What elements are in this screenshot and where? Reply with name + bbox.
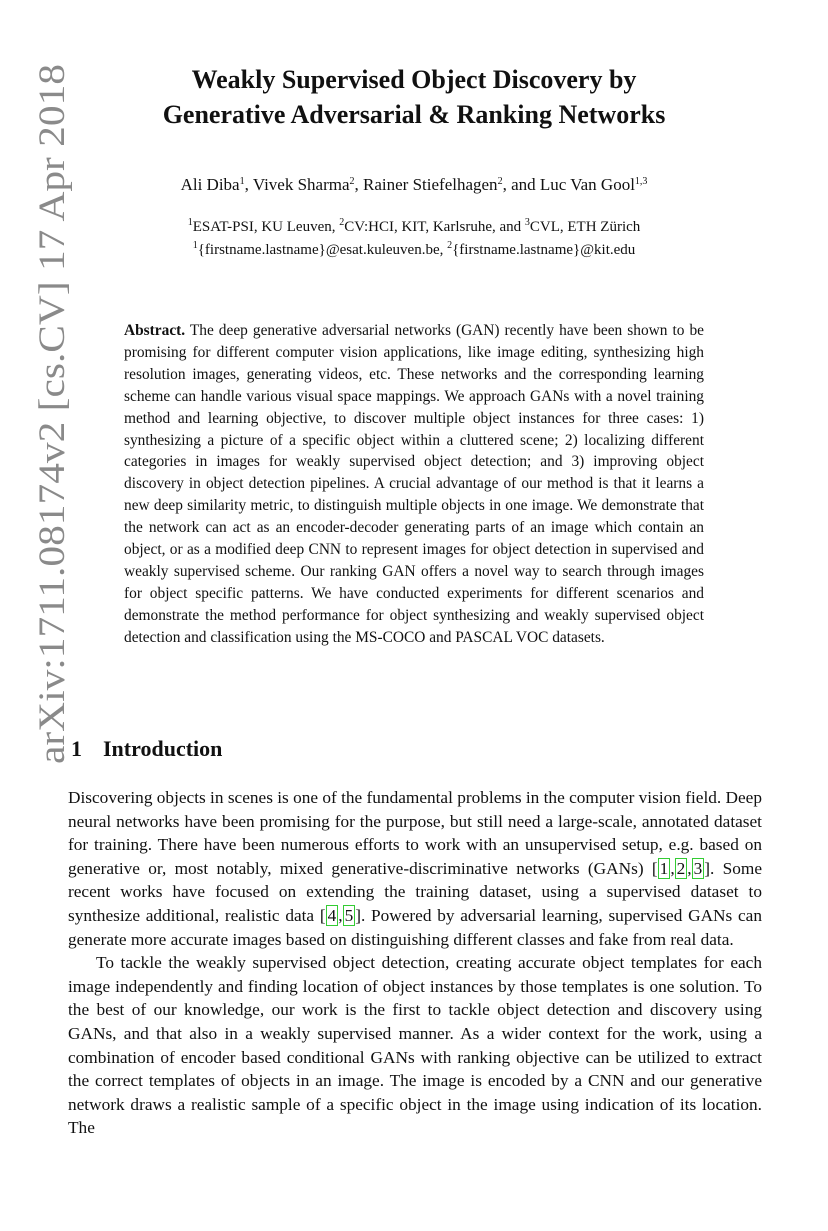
- affil-text: CV:HCI, KIT, Karlsruhe, and: [344, 219, 525, 235]
- email-line: [100, 239, 728, 262]
- affil-marker: 2: [339, 217, 345, 228]
- affiliation-line: [100, 216, 728, 239]
- title-line-1: Weakly Supervised Object Discovery by: [191, 65, 637, 94]
- citation-link[interactable]: 2: [676, 858, 686, 878]
- abstract: [124, 320, 704, 649]
- author-separator: ,: [354, 175, 364, 194]
- abstract-label: Abstract.: [124, 322, 186, 339]
- email-text: {firstname.lastname}@kit.edu: [452, 242, 636, 258]
- author-separator: , and: [502, 175, 540, 194]
- affil-marker: 2: [447, 240, 453, 251]
- author-affil-marker: 1,3: [634, 176, 648, 187]
- section-number: 1: [71, 736, 82, 761]
- section-heading: [71, 735, 222, 763]
- affiliations: [100, 216, 728, 262]
- intro-body: [68, 786, 762, 1140]
- affil-marker: 1: [187, 217, 193, 228]
- author-list: [100, 173, 728, 197]
- author-name: Rainer Stiefelhagen: [363, 175, 498, 194]
- abstract-text: The deep generative adversarial networks (GAN) recently have been shown to be promising for different computer vision applications, like image editing, synthesizing high resolution images, generating videos, etc. These networks and the corresponding learning scheme can handle various visual space mappings. We approach GANs with a novel training method and learning objective, to discover multiple object instances for three cases: 1) synthesizing a picture of a specific object within a cluttered scene; 2) localizing different categories in images for weakly supervised object detection; and 3) improving object discovery in object detection pipelines. A crucial advantage of our method is that it learns a new deep similarity metric, to distinguish multiple objects in one image. We demonstrate that the network can act as an encoder-decoder generating parts of an image which contain an object, or as a modified deep CNN to represent images for object detection in supervised and weakly supervised scheme. Our ranking GAN offers a novel way to search through images for object specific patterns. We have conducted experiments for different scenarios and demonstrate the method performance for object synthesizing and weakly supervised object detection and classification using the MS-COCO and PASCAL VOC datasets.: [124, 322, 704, 646]
- citation-link[interactable]: 1: [659, 858, 669, 878]
- author-affil-marker: 2: [497, 176, 503, 187]
- section-title: Introduction: [103, 736, 223, 761]
- author-separator: ,: [244, 175, 253, 194]
- citation-link[interactable]: 3: [693, 858, 703, 878]
- paragraph-text: ]. Powered by adversarial learning, supervised GANs can generate more accurate images based on distinguishing different classes and fake from real data.: [68, 905, 762, 949]
- citation-link[interactable]: 4: [327, 905, 337, 925]
- affil-marker: 1: [192, 240, 198, 251]
- author-name: Ali Diba: [180, 175, 240, 194]
- title-line-2: Generative Adversarial & Ranking Networks: [162, 100, 666, 129]
- affil-marker: 3: [524, 217, 530, 228]
- paper-title: [100, 62, 728, 132]
- intro-paragraph-1: Discovering objects in scenes is one of the fundamental problems in the computer vision field. Deep neural networks have been promising for the purpose, but still need a large-scale, annotated dataset for training. There have been numerous efforts to work with an unsupervised setup, e.g. based on generative or, most notably, mixed generative-discriminative networks (GANs) [ 1 , 2 , 3 ]. Some recent works have focused on extending the training dataset, using a supervised dataset to synthesize additional, realistic data [ 4 , 5 ]. Powered by adversarial learning, supervised GANs can generate more accurate images based on distinguishing different classes and fake from real data.: [68, 788, 762, 949]
- affil-text: CVL, ETH Zürich: [529, 219, 641, 235]
- author-name: Luc Van Gool: [539, 175, 635, 194]
- author-name: Vivek Sharma: [252, 175, 350, 194]
- paragraph-text: ]. Some recent works have focused on extending the training dataset, using a supervised dataset to synthesize additional, realistic data [: [68, 858, 762, 925]
- author-affil-marker: 2: [349, 176, 355, 187]
- affil-text: ESAT-PSI, KU Leuven,: [192, 219, 340, 235]
- arxiv-stamp: [14, 62, 74, 767]
- arxiv-id-text: arXiv:1711.08174v2 [cs.CV] 17 Apr 2018: [32, 138, 73, 764]
- author-affil-marker: 1: [239, 176, 245, 187]
- email-text: {firstname.lastname}@esat.kuleuven.be,: [197, 242, 448, 258]
- paragraph-text: Discovering objects in scenes is one of the fundamental problems in the computer vision field. Deep neural networks have been promising for the purpose, but still need a large-scale, annotated dataset for training. There have been numerous efforts to work with an unsupervised setup, e.g. based on generative or, most notably, mixed generative-discriminative networks (GANs) [: [68, 788, 762, 878]
- citation-link[interactable]: 5: [344, 905, 354, 925]
- intro-paragraph-2: To tackle the weakly supervised object detection, creating accurate object templates for each image independently and finding location of object instances by those templates is one solution. To the best of our knowledge, our work is the first to tackle object detection and discovery using GANs, and that also in a weakly supervised manner. As a wider context for the work, using a combination of encoder based conditional GANs with ranking objective can be utilized to extract the correct templates of objects in an image. The image is encoded by a CNN and our generative network draws a realistic sample of a specific object in the image using indication of its location. The: [68, 953, 762, 1138]
